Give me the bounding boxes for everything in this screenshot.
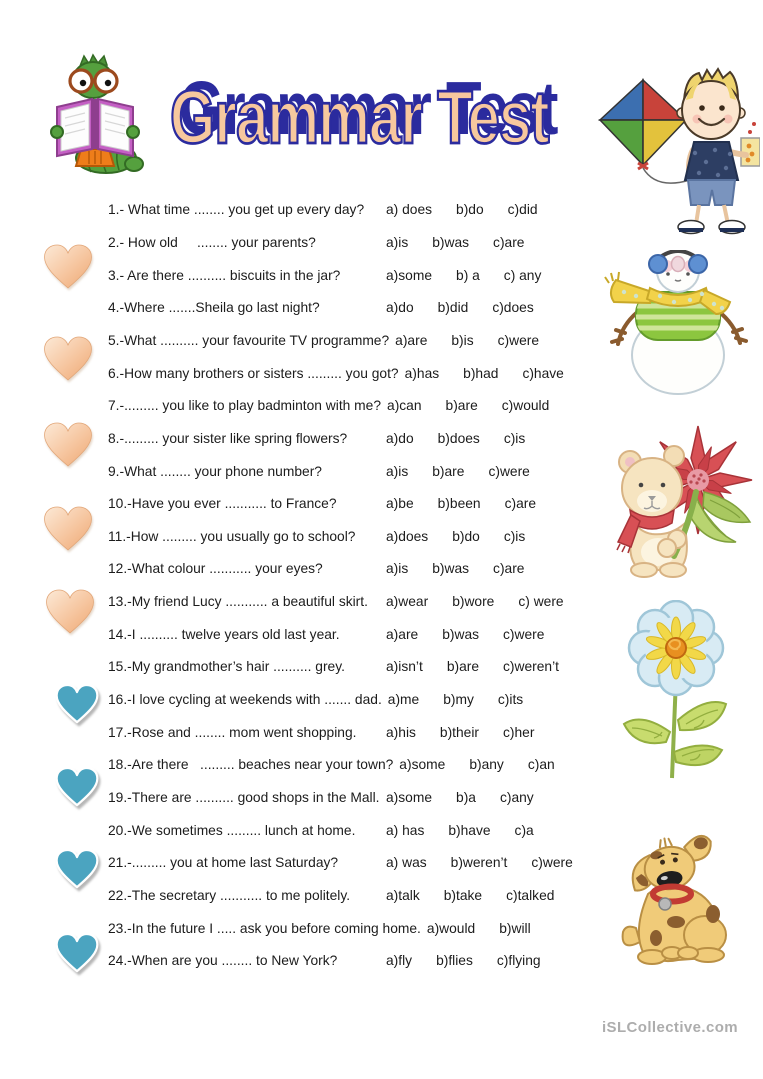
answer-option: c)its — [497, 692, 524, 708]
question-row — [108, 227, 668, 260]
question-text: 7.-......... you like to play badminton with me? — [108, 398, 382, 414]
answer-option: a)has — [404, 365, 440, 381]
answer-option: b)any — [469, 757, 504, 773]
answer-option: a)can — [387, 398, 422, 414]
answer-option: b)was — [432, 561, 470, 577]
answer-option: a)isn’t — [386, 659, 423, 675]
question-options — [386, 497, 560, 511]
question-text: 23.-In the future I ..... ask you before coming home. — [108, 920, 421, 936]
answer-option: b)are — [446, 659, 480, 675]
question-options — [386, 856, 597, 870]
answer-option: c)were — [497, 332, 540, 348]
answer-option: c)any — [499, 789, 534, 805]
answer-option: a)me — [387, 692, 420, 708]
answer-option: c)were — [531, 855, 573, 871]
answer-option: b)does — [437, 430, 480, 446]
question-row — [108, 814, 668, 847]
answer-option: c) were — [518, 594, 564, 610]
question-text: 20.-We sometimes ......... lunch at home. — [108, 822, 356, 838]
question-options — [386, 562, 548, 576]
answer-option: c)were — [488, 463, 530, 479]
question-row — [108, 782, 668, 815]
answer-option: b)weren’t — [450, 855, 508, 871]
question-row — [108, 716, 668, 749]
answer-option: c)have — [522, 365, 564, 381]
question-row — [108, 520, 668, 553]
question-row — [108, 651, 668, 684]
answer-option: c)are — [504, 496, 537, 512]
question-options — [386, 824, 558, 838]
answer-option: c)an — [527, 757, 555, 773]
question-options — [386, 726, 558, 740]
answer-option: b)take — [443, 887, 483, 903]
question-options — [386, 595, 588, 609]
answer-option: c)is — [503, 528, 526, 544]
answer-option: b)do — [452, 528, 480, 544]
question-text: 11.-How ......... you usually go to school? — [108, 528, 356, 544]
answer-option: c) any — [503, 267, 542, 283]
question-row — [108, 455, 668, 488]
answer-option: c)are — [493, 235, 525, 251]
answer-option: b)will — [499, 920, 531, 936]
answer-option: a)is — [386, 235, 409, 251]
question-row — [108, 390, 668, 423]
bookworm-icon — [44, 52, 146, 178]
questions-list — [108, 194, 668, 977]
answer-option: c)talked — [506, 887, 555, 903]
question-options — [386, 660, 583, 674]
heart-icon — [43, 588, 97, 636]
question-text: 19.-There are .......... good shops in the Mall. — [108, 789, 380, 805]
answer-option: c)weren’t — [503, 659, 560, 675]
answer-option: a)some — [399, 757, 446, 773]
answer-option: c)are — [493, 561, 525, 577]
answer-option: a)do — [386, 430, 414, 446]
question-options — [386, 791, 558, 805]
question-text: 22.-The secretary ........... to me politely. — [108, 887, 351, 903]
question-row — [108, 749, 668, 782]
answer-option: b)a — [456, 789, 476, 805]
question-text: 9.-What ........ your phone number? — [108, 463, 322, 479]
question-row — [108, 684, 668, 717]
answer-option: b)was — [442, 626, 480, 642]
heart-icon — [54, 681, 100, 727]
answer-option: c)does — [492, 300, 534, 316]
question-options — [386, 269, 565, 283]
question-row — [108, 912, 668, 945]
question-options — [386, 203, 562, 217]
question-text: 13.-My friend Lucy ........... a beautiful skirt. — [108, 594, 368, 610]
answer-option: b)my — [443, 692, 474, 708]
question-text: 14.-I .......... twelve years old last year. — [108, 626, 340, 642]
question-options — [386, 889, 578, 903]
question-options — [395, 334, 563, 348]
answer-option: c)is — [503, 430, 526, 446]
answer-option: a)is — [386, 463, 409, 479]
answer-option: b)wore — [452, 594, 495, 610]
heart-icon — [54, 930, 100, 976]
answer-option: c)flying — [496, 953, 541, 969]
answer-option: a)wear — [386, 594, 429, 610]
question-options — [386, 465, 554, 479]
answer-option: c)did — [507, 202, 538, 218]
answer-option: a) was — [386, 855, 427, 871]
question-text: 5.-What .......... your favourite TV programme? — [108, 332, 390, 348]
page-title: Grammar Test — [170, 75, 549, 159]
heart-icon — [41, 243, 95, 291]
answer-option: b)have — [448, 822, 491, 838]
question-row — [108, 292, 668, 325]
question-row — [108, 259, 668, 292]
answer-option: a)talk — [386, 887, 420, 903]
answer-option: a)do — [386, 300, 414, 316]
question-options — [386, 301, 558, 315]
question-row — [108, 586, 668, 619]
answer-option: b)do — [456, 202, 484, 218]
answer-option: b)is — [451, 332, 474, 348]
heart-icon — [41, 335, 95, 383]
answer-option: a) does — [386, 202, 433, 218]
question-options — [427, 922, 555, 936]
answer-option: b)had — [463, 365, 499, 381]
question-options — [386, 432, 549, 446]
bookworm-clipart — [44, 52, 146, 178]
question-text: 8.-......... your sister like spring flowers? — [108, 430, 348, 446]
watermark: iSLCollective.com — [601, 1019, 738, 1036]
question-row — [108, 879, 668, 912]
question-text: 16.-I love cycling at weekends with ....... dad. — [108, 692, 382, 708]
answer-option: a)are — [395, 332, 428, 348]
answer-option: b)are — [445, 398, 478, 414]
answer-option: b) a — [456, 267, 480, 283]
question-text: 15.-My grandmother’s hair .......... grey. — [108, 659, 345, 675]
answer-option: a)are — [386, 626, 419, 642]
question-options — [386, 628, 568, 642]
answer-option: b)flies — [436, 953, 473, 969]
question-options — [388, 693, 547, 707]
answer-option: b)been — [437, 496, 481, 512]
answer-option: a)his — [386, 724, 416, 740]
answer-option: c)would — [501, 398, 550, 414]
answer-option: b)their — [439, 724, 480, 740]
question-text: 2.- How old ........ your parents? — [108, 235, 316, 251]
question-text: 6.-How many brothers or sisters ......... you got? — [108, 365, 399, 381]
answer-option: a)some — [386, 267, 433, 283]
answer-option: b)are — [432, 463, 465, 479]
question-row — [108, 488, 668, 521]
answer-option: a)is — [386, 561, 409, 577]
question-text: 3.- Are there .......... biscuits in the jar? — [108, 267, 341, 283]
answer-option: a)fly — [386, 953, 413, 969]
question-row — [108, 945, 668, 978]
question-text: 18.-Are there ......... beaches near your town? — [108, 757, 394, 773]
answer-option: c)a — [514, 822, 534, 838]
answer-option: a)some — [386, 789, 433, 805]
answer-option: c)her — [503, 724, 535, 740]
answer-option: c)were — [503, 626, 545, 642]
question-text: 12.-What colour ........... your eyes? — [108, 561, 323, 577]
question-row — [108, 194, 668, 227]
answer-option: b)was — [432, 235, 470, 251]
question-options — [399, 758, 578, 772]
question-row — [108, 357, 668, 390]
heart-icon — [54, 764, 100, 810]
answer-option: b)did — [437, 300, 469, 316]
heart-icon — [41, 505, 95, 553]
answer-option: a) has — [386, 822, 425, 838]
question-row — [108, 618, 668, 651]
question-options — [386, 954, 565, 968]
answer-option: a)be — [386, 496, 414, 512]
question-row — [108, 847, 668, 880]
question-options — [386, 236, 548, 250]
question-text: 1.- What time ........ you get up every day? — [108, 202, 365, 218]
question-row — [108, 325, 668, 358]
question-row — [108, 553, 668, 586]
answer-option: a)would — [426, 920, 476, 936]
question-options — [405, 367, 588, 381]
heart-icon — [54, 846, 100, 892]
question-text: 24.-When are you ........ to New York? — [108, 953, 338, 969]
question-options — [386, 530, 549, 544]
heart-icon — [41, 421, 95, 469]
question-text: 4.-Where .......Sheila go last night? — [108, 300, 320, 316]
question-row — [108, 422, 668, 455]
question-text: 21.-......... you at home last Saturday? — [108, 855, 339, 871]
answer-option: a)does — [386, 528, 429, 544]
question-options — [387, 399, 573, 413]
question-text: 17.-Rose and ........ mom went shopping. — [108, 724, 357, 740]
question-text: 10.-Have you ever ........... to France? — [108, 496, 337, 512]
